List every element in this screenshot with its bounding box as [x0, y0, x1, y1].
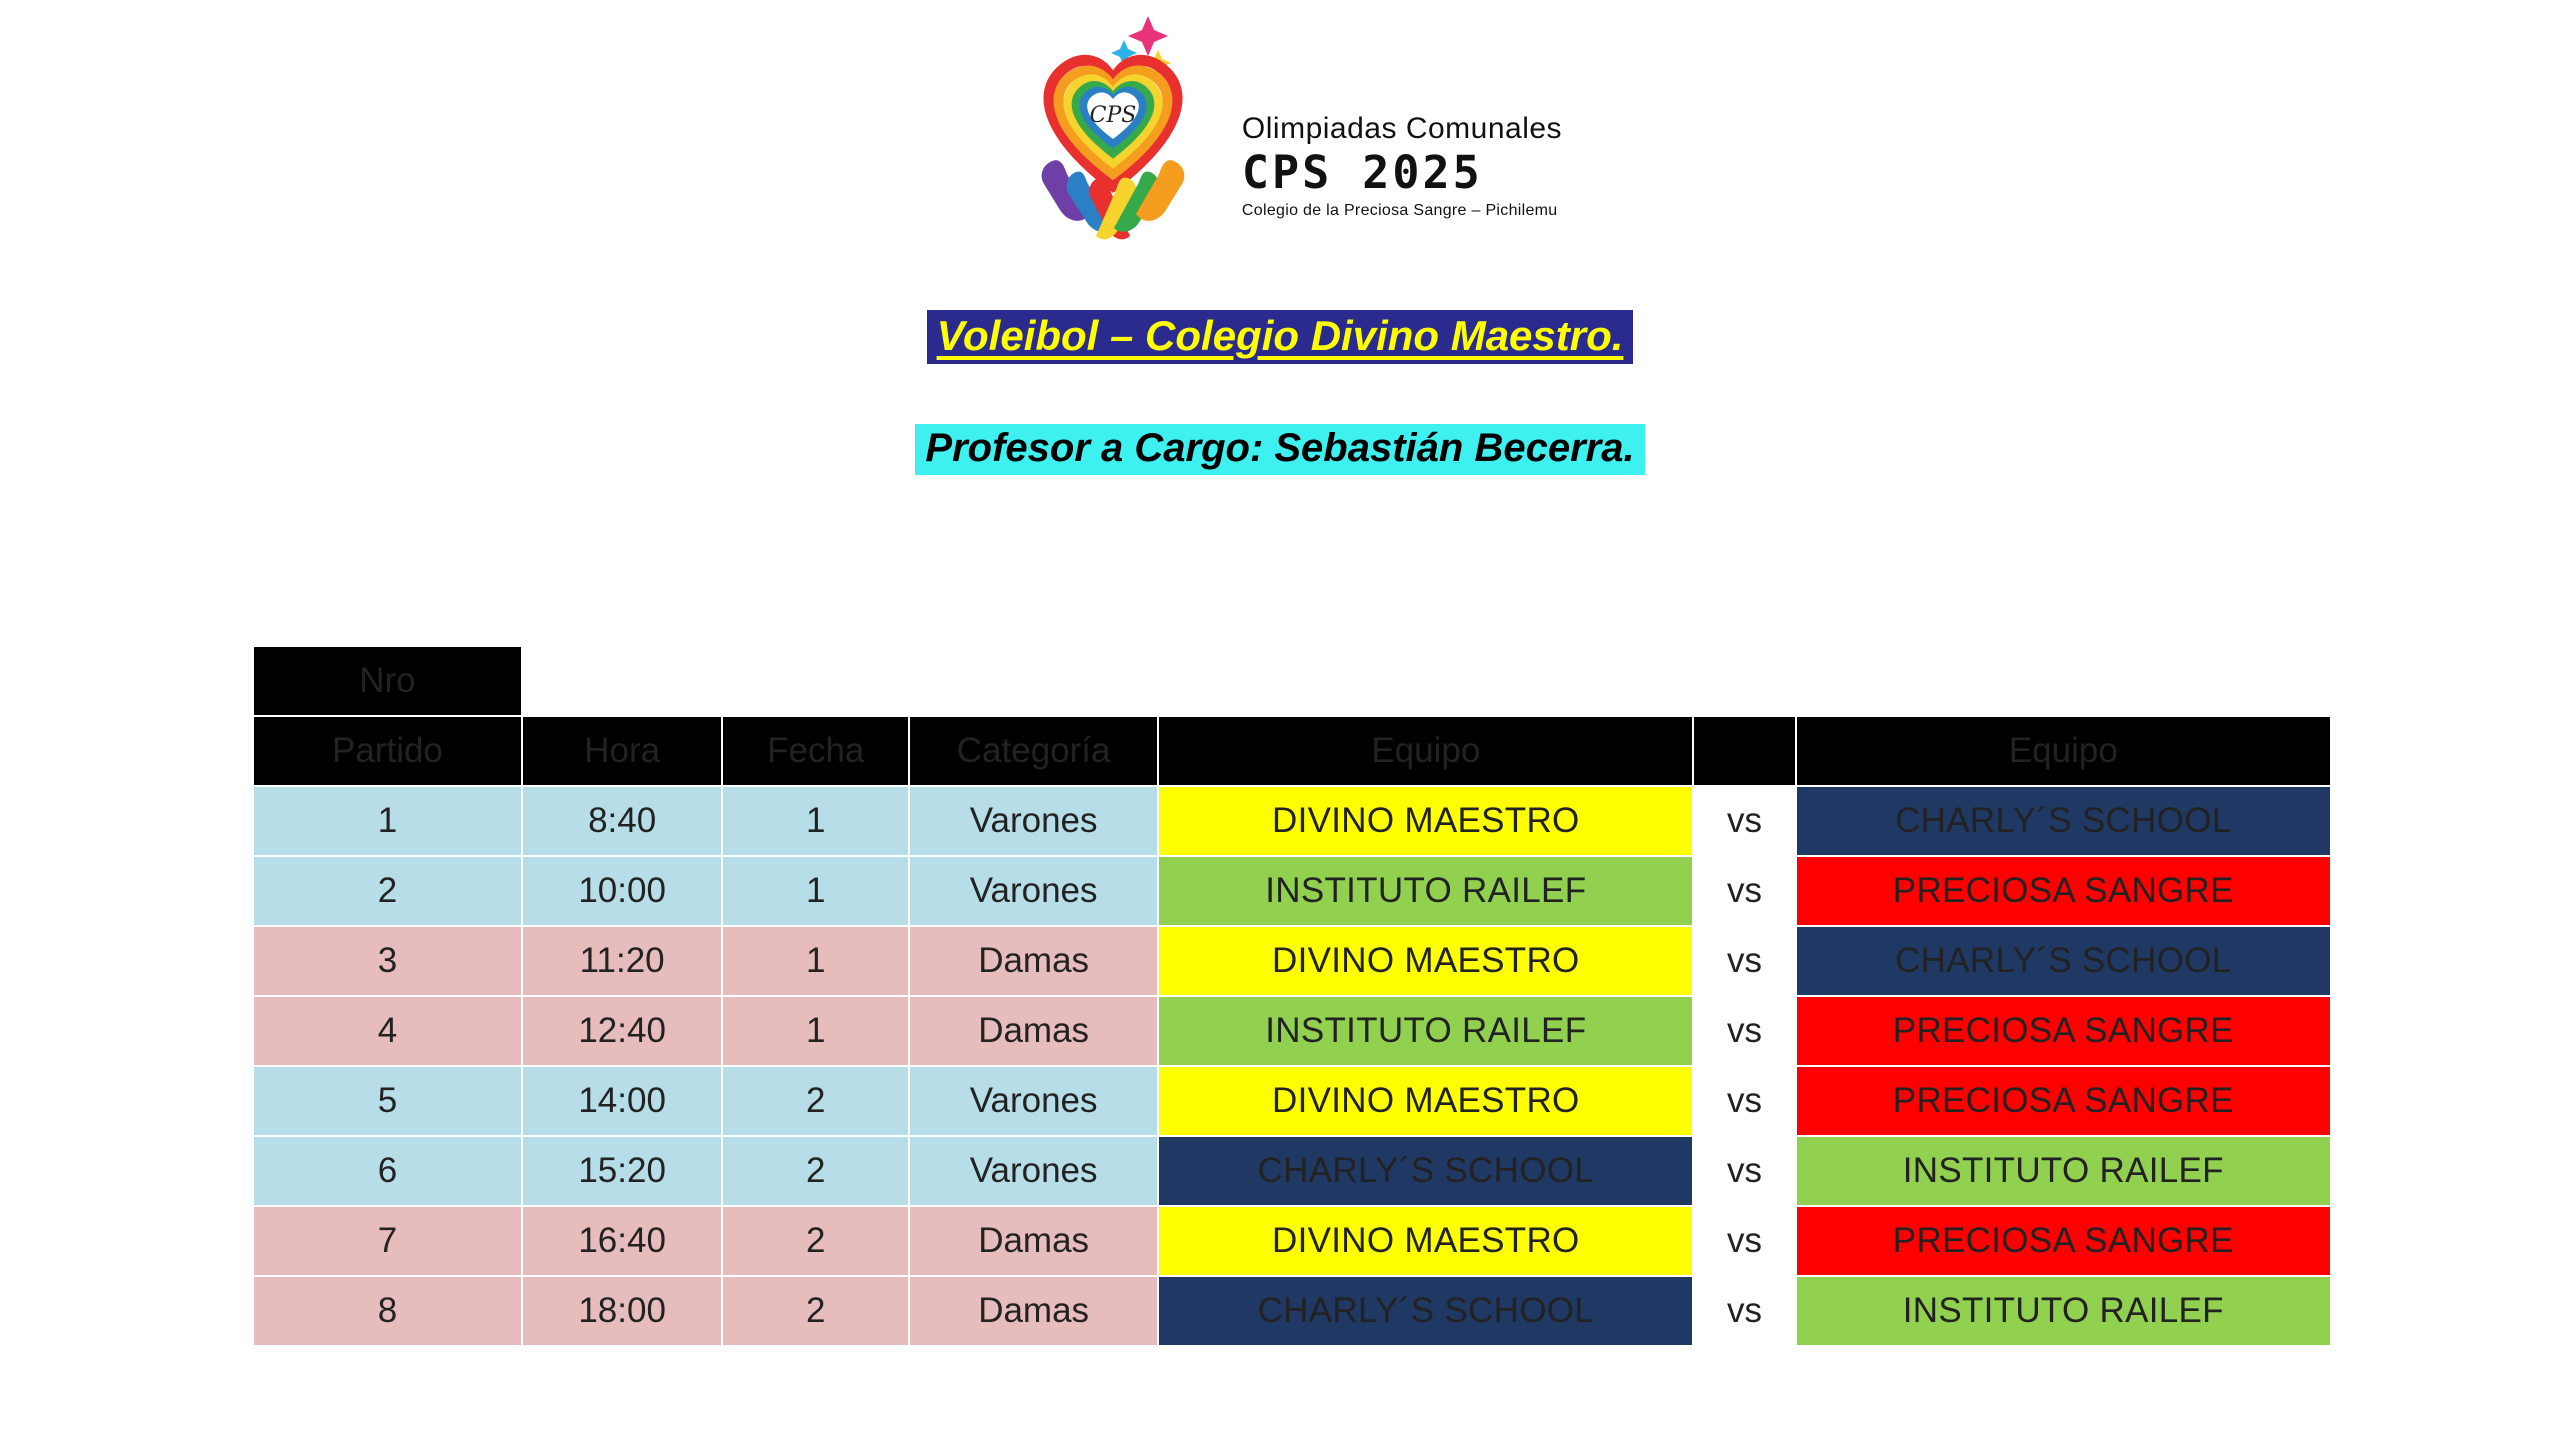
cell-team-local: DIVINO MAESTRO	[1158, 1206, 1693, 1276]
cell-fecha: 2	[722, 1136, 909, 1206]
logo-wrap	[998, 10, 1562, 270]
table-row	[253, 1066, 2331, 1136]
cps-heart-hands-logo-icon	[998, 10, 1228, 270]
table-row	[253, 1136, 2331, 1206]
header-hora: Hora	[522, 716, 722, 786]
header-spacer-categoria	[909, 646, 1158, 716]
cell-fecha: 1	[722, 856, 909, 926]
cell-nro: 6	[253, 1136, 522, 1206]
cell-nro: 8	[253, 1276, 522, 1346]
page-subtitle: Profesor a Cargo: Sebastián Becerra.	[915, 424, 1644, 475]
cell-hora: 16:40	[522, 1206, 722, 1276]
cell-categoria: Damas	[909, 1276, 1158, 1346]
header-spacer-vs	[1693, 646, 1795, 716]
cell-nro: 1	[253, 786, 522, 856]
header-spacer-equipo1	[1158, 646, 1693, 716]
table-row	[253, 1276, 2331, 1346]
cell-team-local: CHARLY´S SCHOOL	[1158, 1276, 1693, 1346]
logo-title-line1: Olimpiadas Comunales	[1241, 112, 1563, 146]
cell-nro: 7	[253, 1206, 522, 1276]
cell-hora: 10:00	[522, 856, 722, 926]
header-spacer-equipo2	[1796, 646, 2331, 716]
header-spacer-hora	[522, 646, 722, 716]
logo-text-block	[1242, 60, 1562, 220]
logo-title-line2: CPS 2025	[1241, 145, 1483, 199]
cell-hora: 11:20	[522, 926, 722, 996]
cell-hora: 14:00	[522, 1066, 722, 1136]
svg-text:CPS: CPS	[1089, 103, 1137, 128]
cell-fecha: 1	[722, 786, 909, 856]
cell-team-visita: PRECIOSA SANGRE	[1796, 996, 2331, 1066]
cell-fecha: 2	[722, 1206, 909, 1276]
cell-nro: 4	[253, 996, 522, 1066]
logo-title-line3: Colegio de la Preciosa Sangre – Pichilemu	[1241, 201, 1558, 219]
cell-vs: vs	[1693, 1066, 1795, 1136]
cell-categoria: Varones	[909, 1066, 1158, 1136]
main-title-row	[0, 310, 2560, 364]
cell-team-local: DIVINO MAESTRO	[1158, 786, 1693, 856]
header-categoria: Categoría	[909, 716, 1158, 786]
cell-team-local: INSTITUTO RAILEF	[1158, 996, 1693, 1066]
cell-team-local: INSTITUTO RAILEF	[1158, 856, 1693, 926]
cell-team-local: DIVINO MAESTRO	[1158, 1066, 1693, 1136]
cell-team-visita: INSTITUTO RAILEF	[1796, 1276, 2331, 1346]
cell-nro: 2	[253, 856, 522, 926]
cell-vs: vs	[1693, 1276, 1795, 1346]
cell-fecha: 2	[722, 1276, 909, 1346]
cell-categoria: Damas	[909, 996, 1158, 1066]
cell-team-visita: PRECIOSA SANGRE	[1796, 1066, 2331, 1136]
cell-categoria: Varones	[909, 856, 1158, 926]
cell-vs: vs	[1693, 856, 1795, 926]
cell-vs: vs	[1693, 996, 1795, 1066]
cell-hora: 8:40	[522, 786, 722, 856]
cell-hora: 12:40	[522, 996, 722, 1066]
table-header-top-row	[253, 646, 2331, 716]
cell-hora: 18:00	[522, 1276, 722, 1346]
header-vs-spacer	[1693, 716, 1795, 786]
cell-fecha: 2	[722, 1066, 909, 1136]
header-nro-line2: Partido	[253, 716, 522, 786]
cell-vs: vs	[1693, 1206, 1795, 1276]
cell-categoria: Varones	[909, 786, 1158, 856]
table-row	[253, 1206, 2331, 1276]
cell-team-visita: PRECIOSA SANGRE	[1796, 856, 2331, 926]
cell-vs: vs	[1693, 926, 1795, 996]
header-spacer-fecha	[722, 646, 909, 716]
table-row	[253, 996, 2331, 1066]
cell-nro: 3	[253, 926, 522, 996]
header-equipo-local: Equipo	[1158, 716, 1693, 786]
cell-team-visita: CHARLY´S SCHOOL	[1796, 926, 2331, 996]
cell-fecha: 1	[722, 926, 909, 996]
table-row	[253, 926, 2331, 996]
subtitle-row	[0, 424, 2560, 475]
cell-team-local: CHARLY´S SCHOOL	[1158, 1136, 1693, 1206]
header-fecha: Fecha	[722, 716, 909, 786]
cell-fecha: 1	[722, 996, 909, 1066]
cell-categoria: Varones	[909, 1136, 1158, 1206]
page-title: Voleibol – Colegio Divino Maestro.	[927, 310, 1634, 364]
cell-categoria: Damas	[909, 926, 1158, 996]
schedule-table-wrap	[252, 645, 2332, 1347]
cell-nro: 5	[253, 1066, 522, 1136]
cell-vs: vs	[1693, 786, 1795, 856]
table-header-row	[253, 716, 2331, 786]
cell-team-visita: PRECIOSA SANGRE	[1796, 1206, 2331, 1276]
cell-team-visita: INSTITUTO RAILEF	[1796, 1136, 2331, 1206]
schedule-table	[252, 645, 2332, 1347]
table-row	[253, 786, 2331, 856]
header-nro-line1: Nro	[253, 646, 522, 716]
header-equipo-visita: Equipo	[1796, 716, 2331, 786]
cell-vs: vs	[1693, 1136, 1795, 1206]
cell-categoria: Damas	[909, 1206, 1158, 1276]
table-row	[253, 856, 2331, 926]
logo-header	[0, 10, 2560, 270]
cell-team-local: DIVINO MAESTRO	[1158, 926, 1693, 996]
cell-hora: 15:20	[522, 1136, 722, 1206]
cell-team-visita: CHARLY´S SCHOOL	[1796, 786, 2331, 856]
